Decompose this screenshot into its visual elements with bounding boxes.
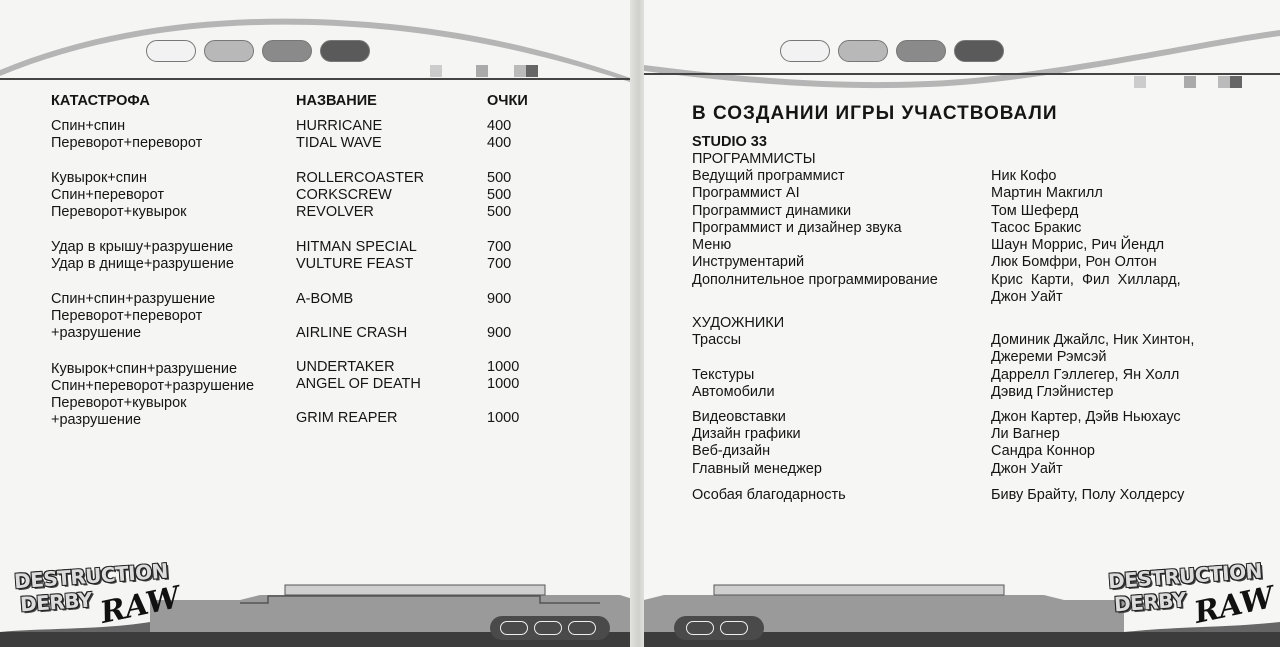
credit-person: Доминик Джайлс, Ник Хинтон, [991, 332, 1195, 348]
footer-pill-group [686, 621, 748, 635]
footer-pill [534, 621, 562, 635]
row-disaster: Спин+спин [51, 118, 126, 134]
credit-role: Автомобили [692, 384, 775, 400]
row-points: 1000 [487, 410, 520, 426]
row-disaster: Переворот+переворот [51, 308, 203, 324]
credit-role: Веб-дизайн [692, 443, 771, 459]
header-pill-group [780, 40, 1004, 62]
row-disaster: Спин+спин+разрушение [51, 291, 216, 307]
credit-person: Дэвид Глэйнистер [991, 384, 1114, 400]
row-points: 1000 [487, 376, 520, 392]
row-points: 500 [487, 170, 512, 186]
credit-person: Крис Карти, Фил Хиллард, [991, 272, 1181, 288]
row-disaster: Спин+переворот [51, 187, 164, 203]
credit-person: Джон Уайт [991, 461, 1063, 477]
credit-role: Программист динамики [692, 203, 852, 219]
programmers-heading: ПРОГРАММИСТЫ [692, 151, 816, 167]
header-disaster: КАТАСТРОФА [51, 93, 150, 109]
row-name: A-BOMB [296, 291, 354, 307]
deco-square [514, 65, 526, 77]
credit-person: Джон Картер, Дэйв Ньюхаус [991, 409, 1181, 425]
footer-pill-group [500, 621, 596, 635]
row-name: AIRLINE CRASH [296, 325, 408, 341]
row-name: ROLLERCOASTER [296, 170, 425, 186]
deco-square [430, 65, 442, 77]
left-page [0, 0, 636, 647]
header-pill-group [146, 40, 370, 62]
row-name: HURRICANE [296, 118, 383, 134]
header-pill-2 [204, 40, 254, 62]
footer-pill [686, 621, 714, 635]
credit-person: Даррелл Гэллегер, Ян Холл [991, 367, 1180, 383]
row-name: GRIM REAPER [296, 410, 398, 426]
footer-pill [500, 621, 528, 635]
row-disaster: Удар в днище+разрушение [51, 256, 234, 272]
row-disaster: Кувырок+спин+разрушение [51, 361, 238, 377]
footer-pill [720, 621, 748, 635]
logo-line1: DESTRUCTION [1107, 558, 1263, 594]
header-points: ОЧКИ [487, 93, 528, 109]
studio-name: STUDIO 33 [692, 134, 767, 150]
row-name: VULTURE FEAST [296, 256, 414, 272]
row-disaster: Переворот+переворот [51, 135, 203, 151]
header-pill-1 [146, 40, 196, 62]
row-name: TIDAL WAVE [296, 135, 382, 151]
deco-square [526, 65, 538, 77]
credit-person: Люк Бомфри, Рон Олтон [991, 254, 1157, 270]
row-disaster: Спин+переворот+разрушение [51, 378, 255, 394]
credit-role: Видеовставки [692, 409, 786, 425]
row-disaster: Удар в крышу+разрушение [51, 239, 234, 255]
credit-role: Программист AI [692, 185, 800, 201]
logo-raw: RAW [1191, 580, 1278, 631]
header-pill-3 [262, 40, 312, 62]
deco-square [1230, 76, 1242, 88]
credit-person: Том Шеферд [991, 203, 1079, 219]
credit-role: Текстуры [692, 367, 755, 383]
row-name: REVOLVER [296, 204, 374, 220]
deco-square [1218, 76, 1230, 88]
row-points: 900 [487, 325, 512, 341]
credit-role: Дизайн графики [692, 426, 801, 442]
row-name: HITMAN SPECIAL [296, 239, 417, 255]
row-name: ANGEL OF DEATH [296, 376, 421, 392]
row-points: 700 [487, 256, 512, 272]
destruction-derby-raw-logo [1106, 558, 1278, 631]
header-pill-3 [896, 40, 946, 62]
credit-role: Главный менеджер [692, 461, 822, 477]
row-name: CORKSCREW [296, 187, 392, 203]
destruction-derby-raw-logo [12, 558, 184, 631]
credit-role: Ведущий программист [692, 168, 845, 184]
logo-raw: RAW [97, 580, 184, 631]
row-disaster: Переворот+кувырок [51, 204, 187, 220]
logo-line1: DESTRUCTION [13, 558, 169, 594]
credit-person: Джереми Рэмсэй [991, 349, 1107, 365]
header-pill-4 [954, 40, 1004, 62]
header-squares [430, 65, 550, 77]
header-pill-4 [320, 40, 370, 62]
row-points: 400 [487, 118, 512, 134]
credit-person: Ник Кофо [991, 168, 1057, 184]
row-points: 500 [487, 187, 512, 203]
credit-person: Тасос Бракис [991, 220, 1082, 236]
row-disaster: +разрушение [51, 412, 142, 428]
credit-role: Дополнительное программирование [692, 272, 938, 288]
row-points: 900 [487, 291, 512, 307]
header-pill-2 [838, 40, 888, 62]
credit-role: Трассы [692, 332, 742, 348]
row-points: 500 [487, 204, 512, 220]
row-points: 700 [487, 239, 512, 255]
row-points: 400 [487, 135, 512, 151]
header-name: НАЗВАНИЕ [296, 93, 377, 109]
credit-role: Инструментарий [692, 254, 805, 270]
special-thanks-person: Биву Брайту, Полу Холдерсу [991, 487, 1185, 503]
deco-square [1184, 76, 1196, 88]
row-name: UNDERTAKER [296, 359, 395, 375]
deco-square [476, 65, 488, 77]
credit-person: Сандра Коннор [991, 443, 1095, 459]
credit-person: Джон Уайт [991, 289, 1063, 305]
row-disaster: +разрушение [51, 325, 142, 341]
header-pill-1 [780, 40, 830, 62]
row-disaster: Кувырок+спин [51, 170, 147, 186]
deco-square [1134, 76, 1146, 88]
credit-person: Ли Вагнер [991, 426, 1060, 442]
credits-title: В СОЗДАНИИ ИГРЫ УЧАСТВОВАЛИ [692, 103, 1058, 124]
credit-person: Шаун Моррис, Рич Йендл [991, 237, 1165, 253]
header-squares [1134, 76, 1254, 88]
footer-pill [568, 621, 596, 635]
artists-heading: ХУДОЖНИКИ [692, 315, 785, 331]
special-thanks-role: Особая благодарность [692, 487, 846, 503]
credit-person: Мартин Макгилл [991, 185, 1103, 201]
credit-role: Меню [692, 237, 732, 253]
row-disaster: Переворот+кувырок [51, 395, 187, 411]
logo-line2: DERBY [19, 587, 93, 617]
credit-role: Программист и дизайнер звука [692, 220, 902, 236]
logo-line2: DERBY [1113, 587, 1187, 617]
row-points: 1000 [487, 359, 520, 375]
